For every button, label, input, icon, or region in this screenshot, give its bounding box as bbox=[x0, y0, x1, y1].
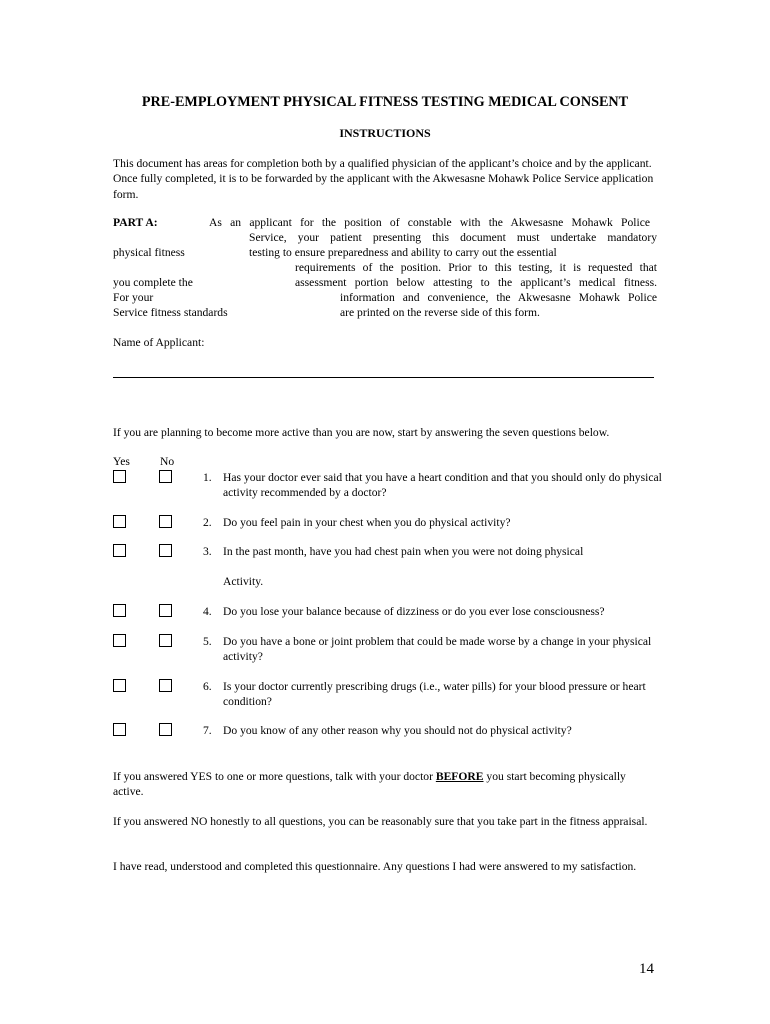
part-a-line-6-right: information and convenience, the Akwesasne Mohawk Police bbox=[340, 291, 657, 304]
part-a-line-1: As an applicant for the position of constable with the Akwesasne Mohawk Police bbox=[209, 216, 650, 229]
no-answer-note: If you answered NO honestly to all questions, you can be reasonably sure that you take part in the fitness appraisal. bbox=[113, 815, 648, 828]
question-4-text: Do you lose your balance because of dizziness or do you ever lose consciousness? bbox=[223, 605, 605, 618]
question-6-text: Is your doctor currently prescribing drugs (i.e., water pills) for your blood pressure or heart condition? bbox=[223, 680, 646, 709]
question-6-number: 6. bbox=[203, 680, 212, 693]
part-a-line-7-left: Service fitness standards bbox=[113, 306, 228, 319]
question-7 bbox=[203, 723, 663, 738]
q1-yes-checkbox[interactable] bbox=[113, 470, 126, 483]
part-a-line-6-left: For your bbox=[113, 291, 154, 304]
question-4-number: 4. bbox=[203, 605, 212, 618]
question-7-number: 7. bbox=[203, 724, 212, 737]
question-6 bbox=[203, 679, 663, 710]
name-of-applicant-field[interactable] bbox=[113, 377, 654, 378]
question-3-continuation: Activity. bbox=[223, 575, 264, 588]
question-3-number: 3. bbox=[203, 545, 212, 558]
part-a-line-3-left: physical fitness bbox=[113, 246, 185, 259]
question-1-text: Has your doctor ever said that you have a heart condition and that you should only do physical activity recommended by a doctor? bbox=[223, 471, 662, 500]
q6-yes-checkbox[interactable] bbox=[113, 679, 126, 692]
part-a-label: PART A: bbox=[113, 216, 158, 229]
part-a-line-7-right: are printed on the reverse side of this form. bbox=[340, 306, 540, 319]
part-a-line-5-right: assessment portion below attesting to the applicant’s medical fitness. bbox=[295, 276, 657, 289]
question-1-number: 1. bbox=[203, 471, 212, 484]
question-5-number: 5. bbox=[203, 635, 212, 648]
yes-answer-note bbox=[113, 769, 658, 800]
question-5-text: Do you have a bone or joint problem that could be made worse by a change in your physical activity? bbox=[223, 635, 652, 664]
question-4 bbox=[203, 604, 663, 619]
q7-no-checkbox[interactable] bbox=[159, 723, 172, 736]
q4-yes-checkbox[interactable] bbox=[113, 604, 126, 617]
question-2-text: Do you feel pain in your chest when you do physical activity? bbox=[223, 516, 511, 529]
name-of-applicant-label: Name of Applicant: bbox=[113, 336, 205, 349]
question-2-number: 2. bbox=[203, 516, 212, 529]
no-column-header: No bbox=[160, 455, 175, 468]
q2-no-checkbox[interactable] bbox=[159, 515, 172, 528]
page-title: PRE-EMPLOYMENT PHYSICAL FITNESS TESTING MEDICAL CONSENT bbox=[141, 94, 629, 110]
q3-no-checkbox[interactable] bbox=[159, 544, 172, 557]
part-a-line-4: requirements of the position. Prior to this testing, it is requested that bbox=[295, 261, 657, 274]
q3-yes-checkbox[interactable] bbox=[113, 544, 126, 557]
part-a-line-3-right: testing to ensure preparedness and ability to carry out the essential bbox=[249, 246, 557, 259]
intro-paragraph: This document has areas for completion both by a qualified physician of the applicant’s choice and by the applicant. Once fully completed, it is to be forwarded by the applicant with the Akwesasne Mohawk Police Service application form. bbox=[113, 157, 654, 201]
q1-no-checkbox[interactable] bbox=[159, 470, 172, 483]
q4-no-checkbox[interactable] bbox=[159, 604, 172, 617]
declaration-statement: I have read, understood and completed this questionnaire. Any questions I had were answered to my satisfaction. bbox=[113, 860, 637, 873]
question-1 bbox=[203, 470, 663, 501]
question-3-text: In the past month, have you had chest pain when you were not doing physical bbox=[223, 545, 584, 558]
q2-yes-checkbox[interactable] bbox=[113, 515, 126, 528]
question-3 bbox=[203, 544, 663, 559]
page-number: 14 bbox=[639, 961, 654, 977]
question-5 bbox=[203, 634, 663, 665]
q5-yes-checkbox[interactable] bbox=[113, 634, 126, 647]
part-a-line-5-left: you complete the bbox=[113, 276, 193, 289]
question-7-text: Do you know of any other reason why you should not do physical activity? bbox=[223, 724, 572, 737]
questions-lead-in: If you are planning to become more active than you are now, start by answering the seven questions below. bbox=[113, 426, 610, 439]
yes-note-end: you start becoming physically active. bbox=[113, 770, 626, 799]
question-2 bbox=[203, 515, 663, 530]
instructions-heading: INSTRUCTIONS bbox=[339, 126, 431, 140]
before-emphasis: BEFORE bbox=[435, 770, 484, 783]
q5-no-checkbox[interactable] bbox=[159, 634, 172, 647]
yes-note-start: If you answered YES to one or more questions, talk with your doctor bbox=[113, 770, 436, 783]
q6-no-checkbox[interactable] bbox=[159, 679, 172, 692]
yes-column-header: Yes bbox=[113, 455, 130, 468]
q7-yes-checkbox[interactable] bbox=[113, 723, 126, 736]
part-a-line-2: Service, your patient presenting this document must undertake mandatory bbox=[249, 231, 657, 244]
